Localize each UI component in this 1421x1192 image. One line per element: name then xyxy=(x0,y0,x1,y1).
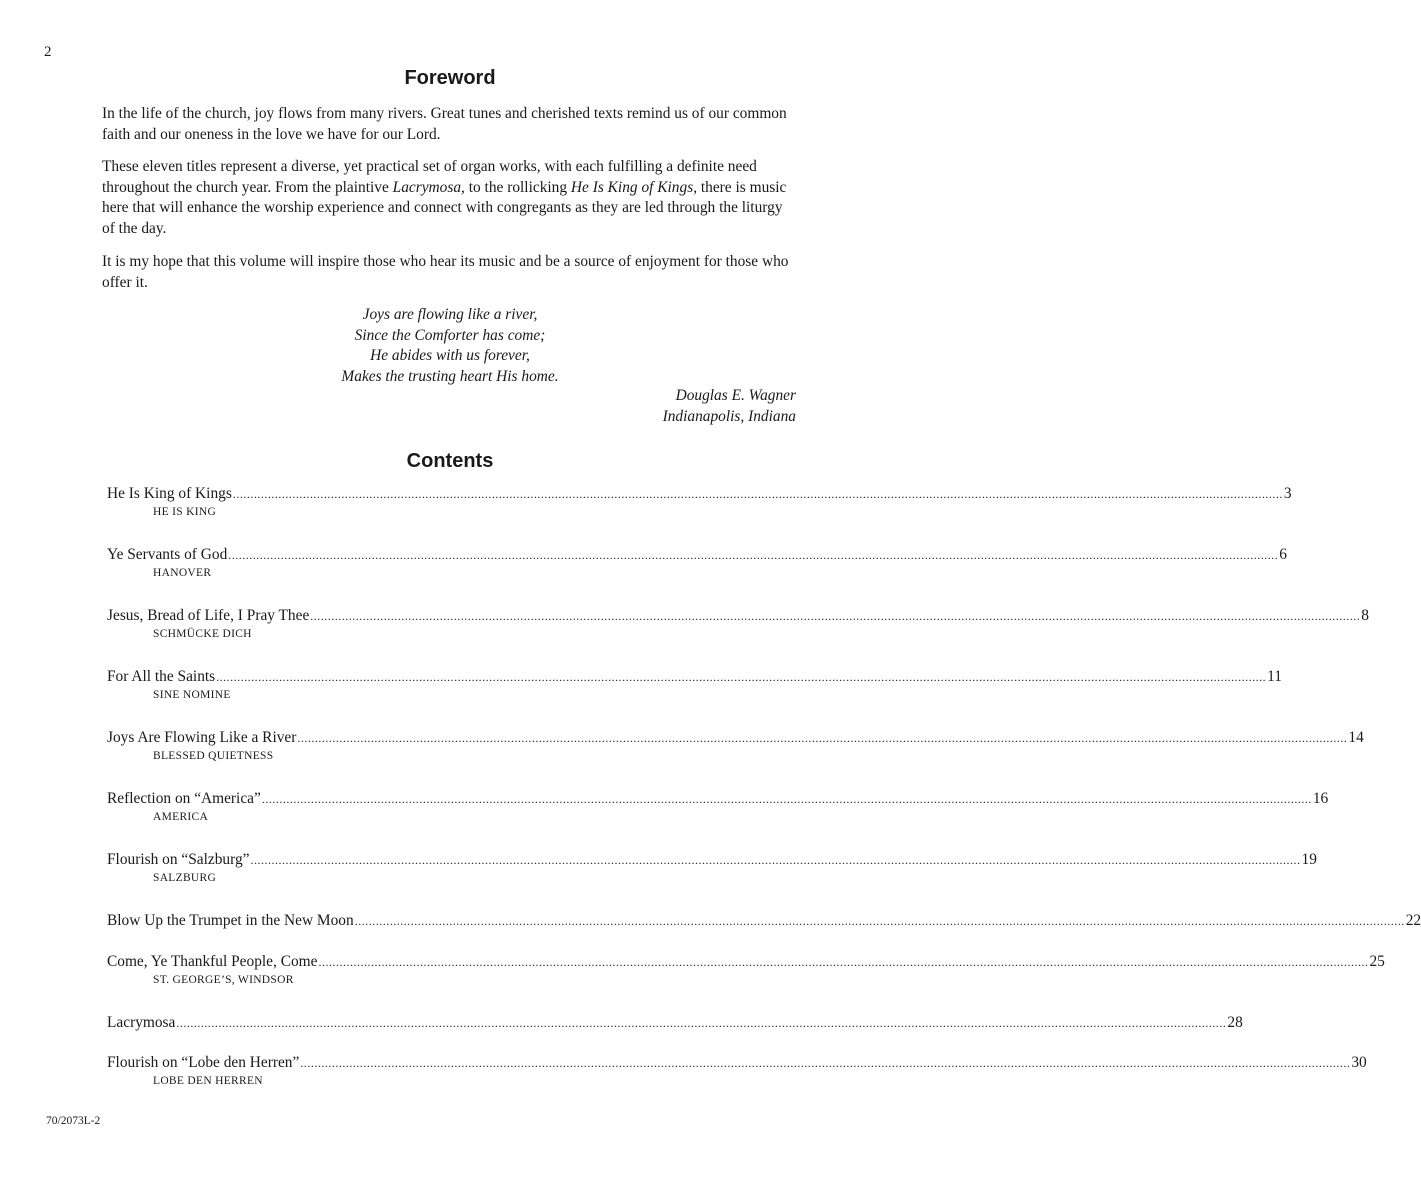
catalog-code: 70/2073L-2 xyxy=(46,1115,101,1127)
toc-tune-name: HE IS KING xyxy=(153,506,217,518)
toc-page-number: 14 xyxy=(1348,729,1364,746)
signature-location: Indianapolis, Indiana xyxy=(662,407,796,425)
title-lacrymosa: Lacrymosa xyxy=(392,178,462,196)
toc-title: Joys Are Flowing Like a River xyxy=(107,729,297,746)
dot-leader: ............................................................................................................................................................................................................................................................................................................ xyxy=(261,792,1312,806)
paragraph-text: , there is music here that will enhance the worship experience and connect with congregants as they are led through the liturgy of the day. xyxy=(102,178,787,237)
toc-title: For All the Saints xyxy=(107,668,216,685)
page-number: 2 xyxy=(44,44,52,60)
toc-title: Blow Up the Trumpet in the New Moon xyxy=(107,912,354,929)
toc-page-number: 22 xyxy=(1405,912,1421,929)
toc-entry[interactable] xyxy=(107,667,1282,703)
title-he-is-king-of-kings: He Is King of Kings xyxy=(570,178,694,196)
dot-leader: ............................................................................................................................................................................................................................................................................................................ xyxy=(232,487,1283,501)
toc-title: Jesus, Bread of Life, I Pray Thee xyxy=(107,607,310,624)
toc-entry[interactable] xyxy=(107,952,1385,988)
dot-leader: ............................................................................................................................................................................................................................................................................................................ xyxy=(310,609,1361,623)
toc-entry[interactable] xyxy=(107,911,1421,931)
toc-tune-name: ST. GEORGE’S, WINDSOR xyxy=(153,974,294,986)
toc-tune-name: HANOVER xyxy=(153,567,212,579)
toc-entry[interactable] xyxy=(107,728,1364,764)
toc-title: Flourish on “Lobe den Herren” xyxy=(107,1054,300,1071)
dot-leader: ............................................................................................................................................................................................................................................................................................................ xyxy=(176,1016,1227,1030)
toc-title: Flourish on “Salzburg” xyxy=(107,851,250,868)
foreword-paragraph-3: It is my hope that this volume will inspire those who hear its music and be a source of enjoyment for those who offer it. xyxy=(102,253,789,291)
toc-entry[interactable] xyxy=(107,1013,1243,1033)
poem-quote xyxy=(0,305,900,387)
toc-page-number: 8 xyxy=(1361,607,1369,624)
toc-page-number: 28 xyxy=(1227,1014,1243,1031)
dot-leader: ............................................................................................................................................................................................................................................................................................................ xyxy=(250,853,1301,867)
toc-tune-name: SINE NOMINE xyxy=(153,689,231,701)
dot-leader: ............................................................................................................................................................................................................................................................................................................ xyxy=(216,670,1267,684)
poem-line: Since the Comforter has come; xyxy=(354,326,546,344)
toc-tune-name: SALZBURG xyxy=(153,872,217,884)
toc-page-number: 3 xyxy=(1283,485,1292,502)
toc-entry[interactable] xyxy=(107,789,1329,825)
dot-leader: ............................................................................................................................................................................................................................................................................................................ xyxy=(318,955,1369,969)
toc-page-number: 19 xyxy=(1301,851,1317,868)
toc-entry[interactable] xyxy=(107,606,1369,642)
poem-line: He abides with us forever, xyxy=(370,347,530,364)
paragraph-text: , to the rollicking xyxy=(461,178,571,196)
toc-title: Reflection on “America” xyxy=(107,790,261,807)
dot-leader: ............................................................................................................................................................................................................................................................................................................ xyxy=(297,731,1348,745)
toc-entry[interactable] xyxy=(107,484,1292,520)
toc-title: He Is King of Kings xyxy=(107,485,232,502)
toc-tune-name: BLESSED QUIETNESS xyxy=(153,750,274,762)
dot-leader: ............................................................................................................................................................................................................................................................................................................ xyxy=(228,548,1279,562)
toc-page-number: 16 xyxy=(1312,790,1329,807)
poem-line: Makes the trusting heart His home. xyxy=(341,367,559,385)
poem-line: Joys are flowing like a river, xyxy=(362,306,538,323)
foreword-title: Foreword xyxy=(404,67,496,89)
toc-tune-name: AMERICA xyxy=(153,811,209,823)
paragraph-text: These eleven titles represent a diverse, yet practical set of organ works, with each fulfilling a definite need throughout the church year. From the plaintive xyxy=(102,158,757,196)
toc-tune-name: SCHMÜCKE DICH xyxy=(153,628,252,640)
toc-entry[interactable] xyxy=(107,850,1317,886)
toc-page-number: 25 xyxy=(1369,953,1385,970)
contents-title: Contents xyxy=(406,450,494,472)
toc-title: Ye Servants of God xyxy=(107,546,228,563)
toc-entry[interactable] xyxy=(107,1053,1367,1089)
foreword-paragraph-1: In the life of the church, joy flows from many rivers. Great tunes and cherished texts remind us of our common faith and our oneness in the love we have for our Lord. xyxy=(102,105,787,143)
foreword-paragraph-2 xyxy=(102,157,798,239)
toc-title: Come, Ye Thankful People, Come xyxy=(107,953,318,970)
toc-tune-name: LOBE DEN HERREN xyxy=(153,1075,263,1087)
dot-leader: ............................................................................................................................................................................................................................................................................................................ xyxy=(354,914,1405,928)
dot-leader: ............................................................................................................................................................................................................................................................................................................ xyxy=(300,1056,1351,1070)
toc-page-number: 30 xyxy=(1351,1054,1367,1071)
signature xyxy=(663,386,796,427)
toc-entry[interactable] xyxy=(107,545,1287,581)
toc-page-number: 11 xyxy=(1267,668,1282,685)
signature-name: Douglas E. Wagner xyxy=(675,387,796,404)
toc-title: Lacrymosa xyxy=(107,1014,176,1031)
toc-page-number: 6 xyxy=(1279,546,1287,563)
